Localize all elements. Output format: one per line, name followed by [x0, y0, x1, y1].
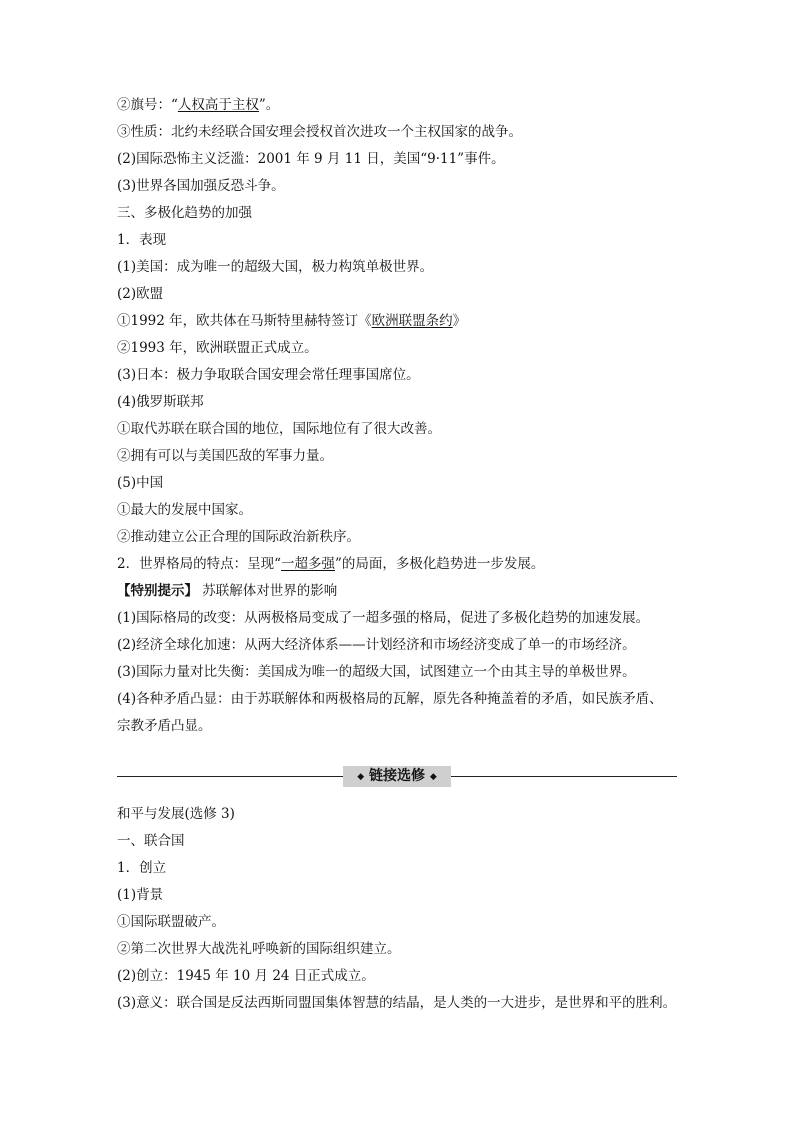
- line-background: (1)背景: [117, 887, 164, 903]
- line-eu-1993: ②1993 年，欧洲联盟正式成立。: [117, 340, 318, 356]
- elective-title: 和平与发展(选修 3): [117, 806, 235, 822]
- diamond-icon: ◆: [357, 772, 365, 782]
- line-russia-1: ①取代苏联在联合国的地位，国际地位有了很大改善。: [117, 421, 441, 437]
- line-nature: ③性质：北约未经联合国安理会授权首次进攻一个主权国家的战争。: [117, 124, 522, 140]
- divider-rule-left: [117, 776, 343, 777]
- section-divider: [117, 766, 677, 788]
- line-usa: (1)美国：成为唯一的超级大国，极力构筑单极世界。: [117, 259, 434, 275]
- line-background-2: ②第二次世界大战洗礼呼唤新的国际组织建立。: [117, 941, 401, 957]
- section-heading-un: 一、联合国: [117, 833, 185, 849]
- line-impact-2: (2)经济全球化加速：从两大经济体系——计划经济和市场经济变成了单一的市场经济。: [117, 637, 636, 653]
- line-founded: (2)创立：1945 年 10 月 24 日正式成立。: [117, 968, 375, 984]
- line-japan: (3)日本：极力争取联合国安理会常任理事国席位。: [117, 367, 420, 383]
- section-heading-multipolar: 三、多极化趋势的加强: [117, 205, 252, 221]
- line-impact-1: (1)国际格局的改变：从两极格局变成了一超多强的格局，促进了多极化趋势的加速发展。: [117, 610, 650, 626]
- line-eu: (2)欧盟: [117, 286, 164, 302]
- line-russia: (4)俄罗斯联邦: [117, 394, 204, 410]
- underlined-term: 一超多强: [281, 556, 335, 572]
- subheading-manifestation: 1．表现: [117, 232, 167, 248]
- line-pattern: 2．世界格局的特点：呈现“一超多强”的局面，多极化趋势进一步发展。: [117, 556, 545, 572]
- line-impact-3: (3)国际力量对比失衡：美国成为唯一的超级大国，试图建立一个由其主导的单极世界。: [117, 664, 636, 680]
- diamond-icon: ◆: [429, 772, 437, 782]
- divider-label: 链接选修: [369, 768, 425, 784]
- line-china-2: ②推动建立公正合理的国际政治新秩序。: [117, 529, 360, 545]
- line-flag: ②旗号：“人权高于主权”。: [117, 97, 280, 113]
- line-china-1: ①最大的发展中国家。: [117, 502, 252, 518]
- line-anti-terror: (3)世界各国加强反恐斗争。: [117, 178, 285, 194]
- line-eu-1992: ①1992 年，欧共体在马斯特里赫特签订《欧洲联盟条约》: [117, 313, 467, 329]
- line-russia-2: ②拥有可以与美国匹敌的军事力量。: [117, 448, 333, 464]
- line-background-1: ①国际联盟破产。: [117, 914, 225, 930]
- underlined-term: 欧洲联盟条约: [371, 313, 453, 329]
- underlined-term: 人权高于主权: [177, 97, 259, 113]
- line-terrorism: (2)国际恐怖主义泛滥：2001 年 9 月 11 日，美国“9·11”事件。: [117, 151, 505, 167]
- special-tip: 【特别提示】 苏联解体对世界的影响: [117, 583, 338, 599]
- line-impact-4: (4)各种矛盾凸显：由于苏联解体和两极格局的瓦解，原先各种掩盖着的矛盾，如民族矛盾、: [117, 691, 663, 707]
- line-significance: (3)意义：联合国是反法西斯同盟国集体智慧的结晶，是人类的一大进步，是世界和平的胜利。: [117, 995, 677, 1011]
- subheading-founding: 1．创立: [117, 860, 167, 876]
- divider-badge: [343, 766, 451, 787]
- divider-rule-right: [451, 776, 677, 777]
- line-impact-4-cont: 宗教矛盾凸显。: [117, 718, 212, 734]
- line-china: (5)中国: [117, 475, 164, 491]
- tip-label: 【特别提示】: [117, 583, 198, 599]
